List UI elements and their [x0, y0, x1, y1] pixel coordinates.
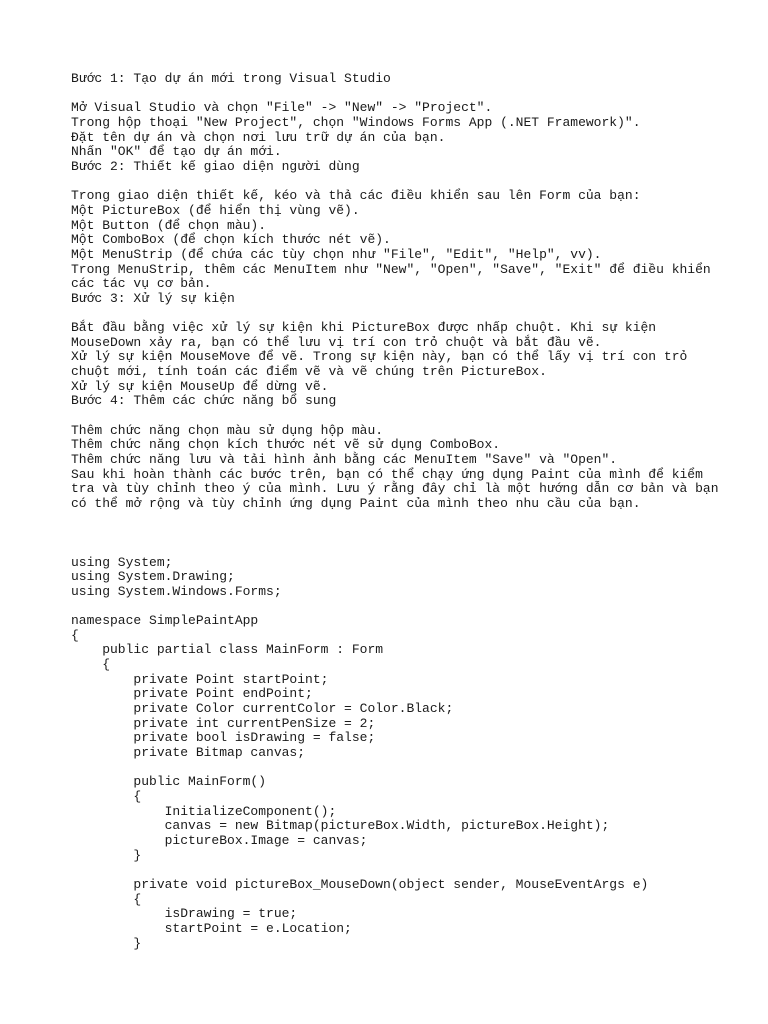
text-line: Sau khi hoàn thành các bước trên, bạn có thể chạy ứng dụng Paint của mình để kiểm: [71, 466, 703, 482]
text-line: Đặt tên dự án và chọn nơi lưu trữ dự án của bạn.: [71, 129, 446, 145]
text-line: private int currentPenSize = 2;: [71, 715, 376, 731]
text-line: private Bitmap canvas;: [71, 745, 306, 761]
text-line: public MainForm(): [71, 774, 267, 790]
text-line: {: [71, 789, 142, 805]
text-line: {: [71, 657, 111, 673]
blank-line: [71, 761, 751, 776]
text-line: Bắt đầu bằng việc xử lý sự kiện khi PictureBox được nhấp chuột. Khi sự kiện: [71, 320, 657, 336]
blank-line: [71, 306, 751, 321]
blank-line: [71, 409, 751, 424]
text-line: private Point endPoint;: [71, 686, 313, 702]
text-line: }: [71, 847, 142, 863]
text-line: Mở Visual Studio và chọn "File" -> "New" -> "Project".: [71, 100, 493, 116]
text-line: Một PictureBox (để hiển thị vùng vẽ).: [71, 202, 360, 218]
text-line: Trong hộp thoại "New Project", chọn "Windows Forms App (.NET Framework)".: [71, 114, 641, 130]
text-line: private Point startPoint;: [71, 671, 329, 687]
text-line: using System.Drawing;: [71, 569, 235, 585]
text-line: using System;: [71, 554, 173, 570]
text-line: có thể mở rộng và tùy chỉnh ứng dụng Paint của mình theo nhu cầu của bạn.: [71, 495, 641, 511]
text-line: Thêm chức năng chọn màu sử dụng hộp màu.: [71, 422, 384, 438]
text-line: Xử lý sự kiện MouseUp để dừng vẽ.: [71, 378, 329, 394]
text-line: Xử lý sự kiện MouseMove để vẽ. Trong sự kiện này, bạn có thể lấy vị trí con trỏ: [71, 349, 688, 365]
text-line: private void pictureBox_MouseDown(object sender, MouseEventArgs e): [71, 876, 649, 892]
text-line: Trong giao diện thiết kế, kéo và thả các điều khiển sau lên Form của bạn:: [71, 188, 641, 204]
text-line: Thêm chức năng chọn kích thước nét vẽ sử dụng ComboBox.: [71, 437, 501, 453]
text-line: public partial class MainForm : Form: [71, 642, 384, 658]
text-line: private Color currentColor = Color.Black;: [71, 701, 454, 717]
text-line: isDrawing = true;: [71, 906, 298, 922]
text-line: canvas = new Bitmap(pictureBox.Width, pictureBox.Height);: [71, 818, 610, 834]
text-line: MouseDown xảy ra, bạn có thể lưu vị trí con trỏ chuột và bắt đầu vẽ.: [71, 334, 602, 350]
document-text: [71, 72, 751, 951]
blank-line: [71, 863, 751, 878]
blank-line: [71, 512, 751, 527]
text-line: Thêm chức năng lưu và tải hình ảnh bằng các MenuItem "Save" và "Open".: [71, 452, 618, 467]
text-line: Nhấn "OK" để tạo dự án mới.: [71, 144, 282, 160]
blank-line: [71, 541, 751, 556]
text-line: using System.Windows.Forms;: [71, 583, 282, 599]
blank-line: [71, 87, 751, 102]
text-line: }: [71, 935, 142, 951]
blank-line: [71, 526, 751, 541]
text-line: Bước 2: Thiết kế giao diện người dùng: [71, 158, 360, 174]
text-line: chuột mới, tính toán các điểm vẽ và vẽ chúng trên PictureBox.: [71, 364, 547, 380]
text-line: {: [71, 627, 79, 643]
text-line: Một MenuStrip (để chứa các tùy chọn như "File", "Edit", "Help", vv).: [71, 246, 602, 262]
text-line: pictureBox.Image = canvas;: [71, 832, 368, 848]
text-line: tra và tùy chỉnh theo ý của mình. Lưu ý rằng đây chỉ là một hướng dẫn cơ bản và bạn: [71, 481, 719, 497]
text-line: Bước 1: Tạo dự án mới trong Visual Studio: [71, 71, 391, 86]
text-line: các tác vụ cơ bản.: [71, 276, 212, 292]
text-line: Bước 3: Xử lý sự kiện: [71, 290, 235, 306]
text-line: namespace SimplePaintApp: [71, 613, 259, 629]
blank-line: [71, 600, 751, 615]
text-line: Một ComboBox (để chọn kích thước nét vẽ).: [71, 232, 391, 248]
text-line: {: [71, 891, 142, 907]
text-line: startPoint = e.Location;: [71, 920, 352, 936]
text-line: Bước 4: Thêm các chức năng bổ sung: [71, 393, 337, 409]
blank-line: [71, 175, 751, 190]
text-line: Một Button (để chọn màu).: [71, 217, 267, 233]
text-line: private bool isDrawing = false;: [71, 730, 376, 746]
text-line: Trong MenuStrip, thêm các MenuItem như "New", "Open", "Save", "Exit" để điều khiển: [71, 261, 711, 277]
text-line: InitializeComponent();: [71, 803, 337, 819]
